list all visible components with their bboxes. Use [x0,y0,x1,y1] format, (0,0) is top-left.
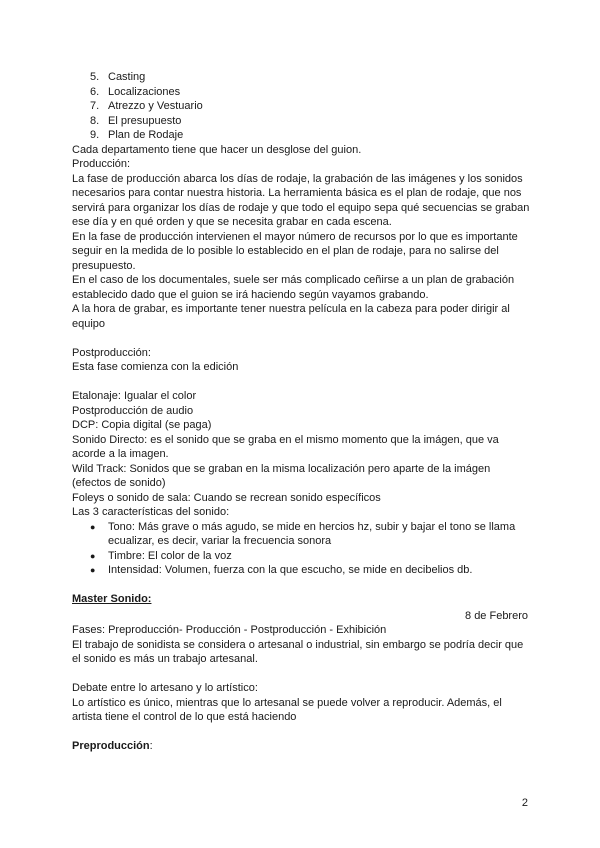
paragraph: Postproducción de audio [72,404,194,417]
paragraph: Fases: Preproducción- Producción - Postproducción - Exhibición [72,624,387,636]
preproduccion-heading: Preproducción: [72,740,153,752]
spacer [72,578,532,593]
paragraph: A la hora de grabar, es importante tener nuestra película en la cabeza para poder dirigir al equipo [72,303,510,330]
bullet-icon: ● [90,521,96,532]
paragraph: En la fase de producción intervienen el mayor número de recursos por lo que es importante seguir en la medida de lo posible lo establecido en el plan de rodaje, para no salirse del presupuesto. [72,230,518,272]
numbered-list [72,70,532,143]
spacer [72,725,532,740]
paragraph: Lo artístico es único, mientras que lo artesanal se puede volver a reproducir. Además, el artista tiene el control de lo que está haciendo [72,696,502,723]
paragraph: Etalonaje: Igualar el color [72,390,197,402]
paragraph: Esta fase comienza con la edición [72,361,239,373]
paragraph: Cada departamento tiene que hacer un desglose del guion. [72,143,362,156]
bullet-icon: ● [90,565,96,575]
paragraph: En el caso de los documentales, suele ser más complicado ceñirse a un plan de grabación establecido dado que el guion se irá haciendo según vayamos grabando. [72,274,515,301]
section-label: Producción: [72,158,131,170]
section-label: Postproducción: [72,346,151,359]
spacer [72,331,532,346]
paragraph: Debate entre lo artesano y lo artístico: [72,682,258,694]
list-item: ● Timbre: El color de la voz [90,549,232,562]
paragraph: Foleys o sonido de sala: Cuando se recrean sonido específicos [72,491,381,504]
spacer [72,375,532,390]
paragraph: Sonido Directo: es el sonido que se graba en el mismo momento que la imágen, que va acorde a la imagen. [72,433,499,460]
paragraph: Wild Track: Sonidos que se graban en la misma localización pero aparte de la imágen (efectos de sonido) [72,462,491,489]
list-item: ● Intensidad: Volumen, fuerza con la que escucho, se mide en decibelios db. [90,564,473,576]
list-item: 8. El presupuesto [90,114,182,127]
list-item: 9. Plan de Rodaje [90,129,184,141]
paragraph: DCP: Copia digital (se paga) [72,419,212,431]
document-page [72,70,532,754]
bullet-list [72,520,532,578]
list-item: 7. Atrezzo y Vestuario [90,100,203,112]
paragraph: El trabajo de sonidista se considera o artesanal o industrial, sin embargo se podría decir que el sonido es más un trabajo artesanal. [72,638,524,665]
spacer [72,667,532,682]
list-item: ● Tono: Más grave o más agudo, se mide en hercios hz, subir y bajar el tono se llama ecualizar, es decir, variar la frecuencia sonora [90,520,516,547]
list-item: 5. Casting [90,71,146,83]
paragraph: La fase de producción abarca los días de rodaje, la grabación de las imágenes y los sonidos necesarios para contar nuestra historia. La herramienta básica es el plan de rodaje, que nos servirá para organizar los días de rodaje y que todo el equipo sepa qué secuencias se graban ese día y en qué orden y que se necesita grabar en cada escena. [72,172,530,228]
bullet-icon: ● [90,550,96,561]
page-number: 2 [521,797,528,809]
master-sonido-heading: Master Sonido: [72,593,152,605]
list-item: 6. Localizaciones [90,85,181,98]
date: 8 de Febrero [465,609,528,622]
paragraph: Las 3 características del sonido: [72,506,230,518]
